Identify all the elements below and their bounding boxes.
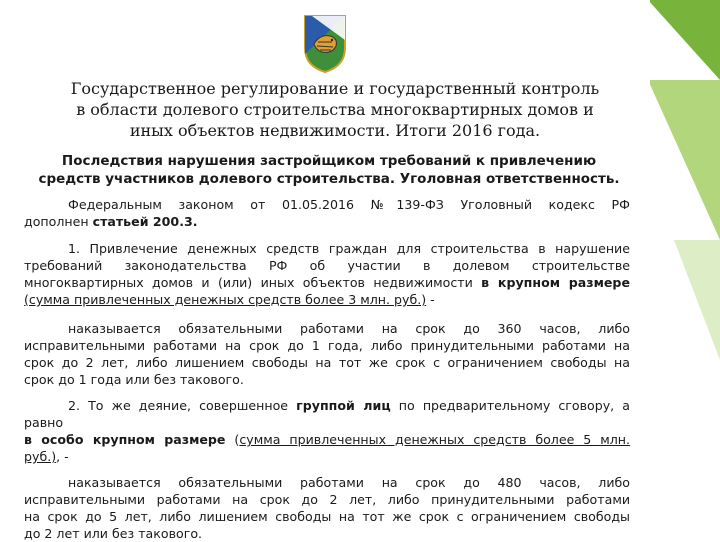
text-line: исправительными работами на срок до 1 года, либо принудительными работами на — [24, 338, 630, 353]
text-line — [24, 397, 630, 414]
text-line: до 2 лет или без такового. — [24, 526, 203, 541]
amount-note: сумма привлеченных денежных средств более 5 млн. — [239, 432, 631, 447]
text-line: Федеральным законом от 01.05.2016 №139-ФЗ Уголовный кодекс РФ — [68, 197, 630, 212]
paragraph-part-2 — [24, 397, 630, 465]
text-line — [24, 291, 630, 308]
paragraph-penalty-1 — [24, 320, 630, 388]
emphasis-especially-large: в особо крупном размере — [24, 432, 226, 447]
amount-note-end: руб.) — [24, 449, 57, 464]
text-fragment: - — [426, 292, 435, 307]
text-fragment: многоквартирных домов и (или) иных объектов недвижимости — [24, 275, 482, 290]
text-line: требований законодательства РФ об участии в долевом строительстве — [24, 258, 630, 273]
text-line — [24, 274, 630, 291]
emphasis-group: группой лиц — [296, 398, 391, 413]
text-line: на срок до 5 лет, либо лишением свободы на тот же срок с ограничением свободы — [24, 509, 630, 524]
paragraph-penalty-2 — [24, 474, 630, 542]
text-fragment: 2. То же деяние, совершенное — [68, 398, 297, 413]
text-line: срок до 1 года или без такового. — [24, 372, 244, 387]
text-line: равно — [24, 415, 64, 430]
text-fragment: ( — [225, 432, 240, 447]
slide-title — [48, 78, 622, 141]
text-line: 1. Привлечение денежных средств граждан для строительства в нарушение — [68, 241, 630, 256]
text-line: наказывается обязательными работами на срок до 360 часов, либо — [68, 321, 630, 336]
text-fragment: дополнен — [24, 214, 93, 229]
decor-triangle-pale — [674, 240, 720, 360]
title-line: в области долевого строительства многоквартирных домов и — [76, 100, 594, 119]
text-line — [24, 448, 630, 465]
text-line: наказывается обязательными работами на срок до 480 часов, либо — [68, 475, 630, 490]
text-line — [24, 213, 630, 230]
coat-of-arms-emblem — [302, 14, 348, 74]
title-line: Государственное регулирование и государственный контроль — [70, 79, 600, 98]
emphasis-large-amount: в крупном размере — [481, 275, 630, 290]
amount-note: (сумма привлеченных денежных средств более 3 млн. руб.) — [24, 292, 427, 307]
article-ref: статьей 200.3. — [92, 214, 198, 229]
text-line: срок до 2 лет, либо лишением свободы на тот же срок с ограничением свободы на — [24, 355, 630, 370]
subtitle-line: Последствия нарушения застройщиком требований к привлечению — [61, 153, 597, 169]
paragraph-law-amendment — [24, 196, 630, 230]
text-fragment: по предварительному сговору, а — [390, 398, 630, 413]
decor-triangle-dark — [648, 0, 720, 80]
slide-subtitle — [8, 152, 650, 188]
text-fragment: , - — [56, 449, 69, 464]
text-line: исправительными работами на срок до 2 лет, либо принудительными работами — [24, 492, 630, 507]
subtitle-line: средств участников долевого строительства. Уголовная ответственность. — [38, 171, 620, 187]
decor-triangle-mid — [648, 80, 720, 240]
slide — [8, 0, 650, 540]
paragraph-part-1 — [24, 240, 630, 308]
text-line — [24, 431, 630, 448]
title-line: иных объектов недвижимости. Итоги 2016 года. — [129, 121, 541, 140]
